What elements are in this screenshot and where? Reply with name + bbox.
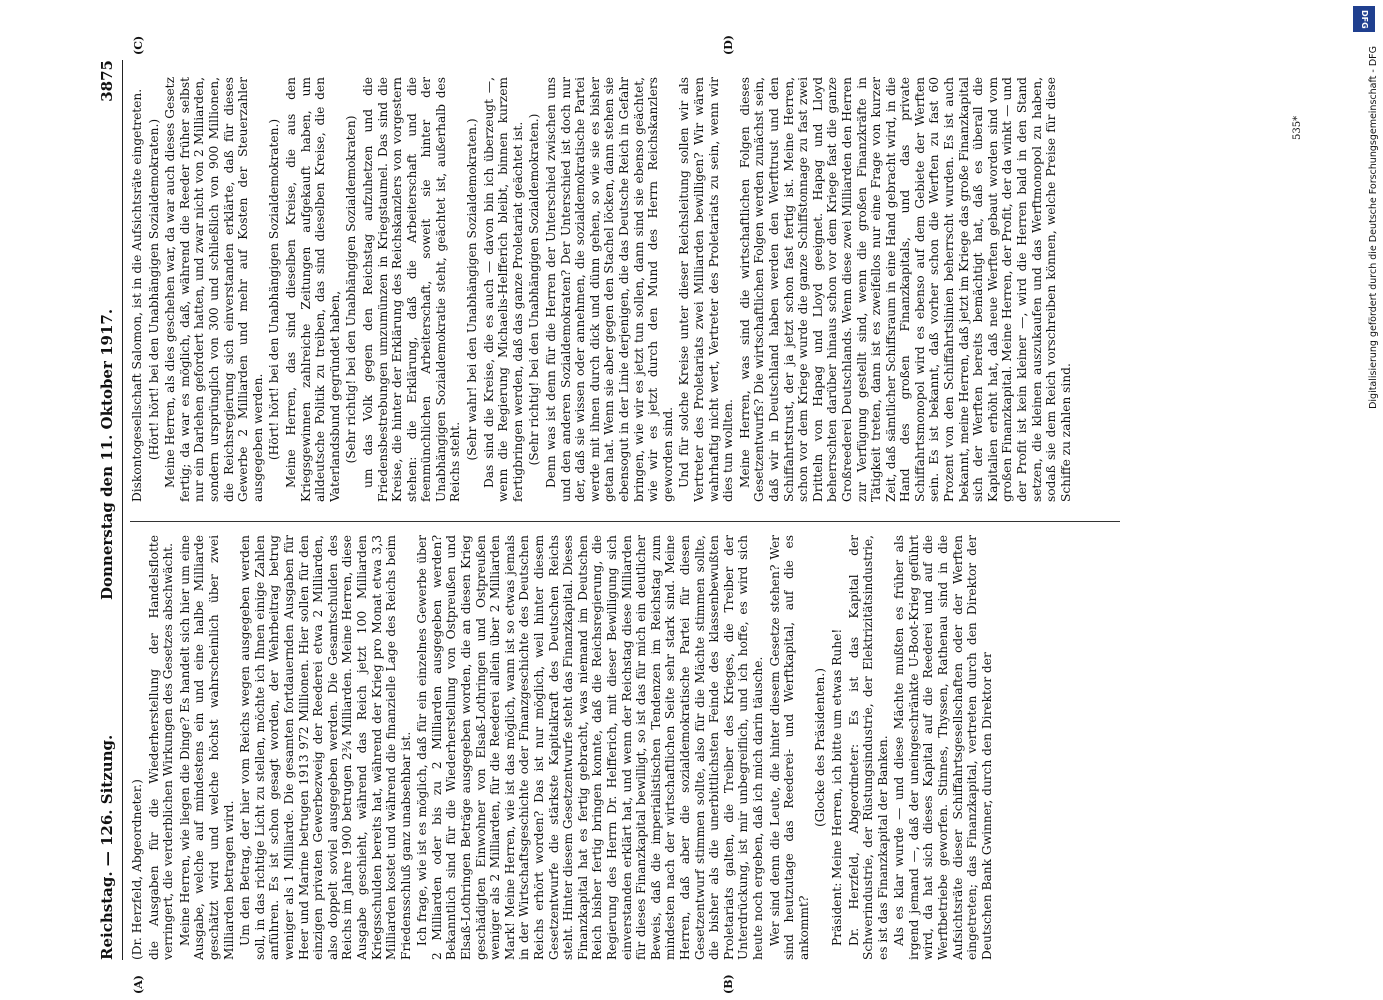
paragraph: Ich frage, wie ist es möglich, daß für ein einzelnes Gewerbe über 2 Milliarden oder bis zu 2 Milliarden ausgegeben werden? Bekanntlich sind für die Wiederherstellung von Ostpreußen und Elsaß-Lothringen Beträge ausgegeben worden, die an diesen Krieg geschädigten Einwohner von Elsaß-Lothringen und Ostpreußen weniger als 2 Milliarden, für die Reederei allein über 2 Milliarden Mark! Meine Herren, wie ist das möglich, wann ist so etwas jemals in der Wirtschaftsgeschichte oder Finanzgeschichte des Deutschen Reichs erhört worden? Das ist nur möglich, weil hinter diesem Gesetzentwurfe die stärkste Kapitalkraft des Deutschen Reichs steht. Hinter diesem Gesetzentwurfe steht das Finanzkapital. Dieses Finanzkapital hat es fertig gebracht, was niemand im Deutschen Reich bisher fertig bringen konnte, daß die Reichsregierung, die Regierung des Herrn Dr. Helfferich, mit dieser Bewilligung sich einverstanden erklärt hat, und wenn der Reichstag diese Milliarden für dieses Finanzkapital bewilligt, so ist das für mich ein deutlicher Beweis, daß die imperialistischen Tendenzen im Reichstag zum mindesten nach der wirtschaftlichen Seite sehr stark sind. Meine Herren, daß aber die sozialdemokratische Partei für diesen Gesetzentwurf stimmen sollte, also für die Mächte stimmen sollte, die bisher als die unerbittlichsten Feinde des klassenbewußten Proletariats galten, die Treiber des Krieges, die Treiber der Unterdrückung, ist mir unbegreiflich, und ich hoffe, es wird sich heute noch ergeben, daß ich mich darin täusche. [415, 535, 765, 960]
margin-mark-d: (D) [722, 35, 735, 55]
interjection: (Sehr richtig! bei den Unabhängigen Sozialdemokraten.) [527, 113, 542, 466]
left-column [130, 535, 1290, 960]
interjection: (Hört! hört! bei den Unabhängigen Sozialdemokraten.) [267, 118, 282, 461]
footer-signature: 535* [1292, 115, 1303, 140]
interjection: (Hört! hört! bei den Unabhängigen Sozialdemokraten.) [146, 118, 161, 461]
paragraph: Als es klar wurde — und diese Mächte mußten es früher als irgend jemand —, daß der uneingeschränkte U-Boot-Krieg geführt wird, da hat sich dieses Kapital auf die Reederei und auf die Werftbetriebe geworfen. Stinnes, Thyssen, Rathenau sind in die Aufsichtsräte dieser Schiffahrtsgesellschaften oder der Werften eingetreten; das Finanzkapital, vertreten durch den Direktor der Deutschen Bank Gwinner, durch den Direktor der [892, 535, 994, 960]
paragraph: um das Volk gegen den Reichstag aufzuhetzen und die Friedensbestrebungen umzumünzen in Kriegstaumel. Das sind die Kreise, die hinter der Erklärung des Reichskanzlers von vorgestern stehen: die Erklärung, daß die Arbeiterschaft und die feenmünchlichen Arbeiterschaft, soweit sie hinter der Unabhängigen Sozialdemokratie steht, geächtet ist, außerhalb des Reichs steht. [360, 77, 463, 502]
header-left: Reichstag. — 126. Sitzung. [98, 734, 116, 960]
paragraph: Wer sind denn die Leute, die hinter diesem Gesetze stehen? Wer sind heutzutage das Reederei- und Werftkapital, auf die es ankommt? [767, 535, 811, 960]
paragraph: Um den Betrag, der hier vom Reichs wegen ausgegeben werden soll, in das richtige Licht zu stellen, möchte ich Ihnen einige Zahlen anführen. Es ist schon gesagt worden, der Wehrbeitrag betrug weniger als 1 Milliarde. Die gesamten fortdauernden Ausgaben für Heer und Marine betrugen 1913 972 Millionen. Hier sollen für den einzigen privaten Gewerbezweig der Reederei etwa 2 Milliarden, also doppelt soviel ausgegeben werden. Die Gesamtschulden des Reichs im Jahre 1900 betrugen 2¾ Milliarden. Meine Herren, diese Ausgabe geschieht, während das Reich jetzt 100 Milliarden Kriegsschulden bereits hat, während der Krieg pro Monat etwa 3,3 Milliarden kostet und während die finanzielle Lage des Reichs beim Friedensschluß ganz unabsehbar ist. [238, 535, 413, 960]
president-remark: Präsident: Meine Herren, ich bitte um etwas Ruhe! [829, 628, 844, 946]
paragraph: Denn was ist denn für die Herren der Unterschied zwischen uns und den anderen Sozialdemokraten? Der Unterschied ist doch nur der, daß sie wissen oder annehmen, die sozialdemokratische Partei werde mit ihnen durch dick und dünn gehen, so wie sie es bisher getan hat. Wenn sie aber gegen den Stachel löcken, dann stehen sie ebensogut in der Linie derjenigen, die das Deutsche Reich in Gefahr bringen, wie wir es jetzt tun sollen, dann sind sie ebenso geächtet, wie wir es jetzt durch den Mund des Herrn Reichskanzlers geworden sind. [544, 77, 675, 502]
speaker-note: (Dr. Herzfeld, Abgeordneter.) [130, 779, 144, 960]
bell-note: (Glocke des Präsidenten.) [813, 667, 828, 828]
paragraph: Meine Herren, das sind dieselben Kreise, die aus den Kriegsgewinnen zahlreiche Zeitungen aufgekauft haben, um alldeutsche Politik zu treiben, das sind dieselben Kreise, die den Vaterlandsbund gegründet haben, [283, 77, 342, 502]
page-number: 3875 [98, 60, 116, 102]
margin-mark-c: (C) [132, 35, 145, 55]
paragraph: Diskontogesellschaft Salomon, ist in die Aufsichtsräte eingetreten. [130, 88, 144, 502]
column-divider [130, 521, 1120, 522]
paragraph: Meine Herren, was sind die wirtschaftlichen Folgen dieses Gesetzentwurfs? Die wirtschaftlichen Folgen werden zunächst sein, daß wir in Deutschland haben werden den Werfttrust und den Schiffahrtstrust, der ja jetzt schon fast fertig ist. Meine Herren, schon vor dem Kriege wurde die ganze Schiffstonnage zu fast zwei Dritteln von Hapag und Lloyd geeignet. Hapag und Lloyd beherrschten darüber hinaus schon vor dem Kriege fast die ganze Großreederei Deutschlands. Wenn diese zwei Milliarden den Herren zur Verfügung gestellt sind, wenn die großen Finanzkräfte in Tätigkeit treten, dann ist es zweifellos nur eine Frage von kurzer Zeit, daß sämtlicher Schiffsraum in eine Hand gebracht wird, in die Hand des großen Finanzkapitals, und das private Schiffahrtsmonopol wird es ebenso auf dem Gebiete der Werften sein. Es ist bekannt, daß vorher schon die Werften zu fast 60 Prozent von den Schiffahrtslinien beherrscht wurden. Es ist auch bekannt, meine Herren, daß jetzt im Kriege das große Finanzkapital sich der Werften bereits bemächtigt hat, daß es überall die Kapitalien erhöht hat, daß neue Werften gebaut worden sind vom großen Finanzkapital. Meine Herren, der Profit, der da winkt — und der Profit ist kein kleiner —, wird die Herren bald in den Stand setzen, die kleinen auszukaufen und das Werftmonopol zu haben, sodaß sie dem Reich vorschreiben können, welche Preise für diese Schiffe zu zahlen sind. [737, 77, 1073, 502]
paragraph: die Ausgaben für die Wiederherstellung der Handelsflotte verringert, die verderblichen Wirkungen des Gesetzes abschwächt. [146, 535, 176, 960]
interjection: (Sehr wahr! bei den Unabhängigen Sozialdemokraten.) [465, 118, 480, 461]
paragraph: Das sind die Kreise, die es auch — davon bin ich überzeugt —, wenn die Regierung Michaelis-Helfferich bleibt, binnen kurzem fertigbringen werden, daß das ganze Proletariat geächtet ist. [481, 77, 525, 502]
page-header [92, 60, 123, 960]
right-column [130, 77, 1290, 502]
paragraph: Meine Herren, wie liegen die Dinge? Es handelt sich hier um eine Ausgabe, welche auf mindestens ein und eine halbe Milliarde geschätzt wird und welche höchst wahrscheinlich über zwei Milliarden betragen wird. [177, 535, 236, 960]
paragraph: Dr. Herzfeld, Abgeordneter: Es ist das Kapital der Schwerindustrie, der Rüstungsindustrie, der Elektrizitätsindustrie, es ist das Finanzkapital der Banken. [846, 535, 890, 960]
interjection: (Sehr richtig! bei den Unabhängigen Sozialdemokraten) [344, 115, 359, 464]
dfg-logo: DFG [1353, 6, 1375, 32]
paragraph: Meine Herren, als dies geschehen war, da war auch dieses Gesetz fertig; da war es möglich, daß, während die Reeder früher selbst nur ein Darlehen gefordert hatten, und zwar nicht von 2 Milliarden, sondern ursprünglich von 300 und schließlich von 900 Millionen, die Reichsregierung sich einverstanden erklärte, daß für dieses Gewerbe 2 Milliarden und mehr auf Kosten der Steuerzahler ausgegeben werden. [163, 77, 265, 502]
paragraph: Und für solche Kreise unter dieser Reichsleitung sollen wir als Vertreter des Proletariats zwei Milliarden bewilligen? Wir wären wahrhaftig nicht wert, Vertreter des Proletariats zu sein, wenn wir dies tun wollten. [677, 77, 736, 502]
margin-mark-a: (A) [132, 975, 145, 994]
margin-mark-b: (B) [722, 974, 735, 994]
digitization-note: Digitalisierung gefördert durch die Deutsche Forschungsgemeinschaft - DFG [1368, 46, 1379, 409]
header-center: Donnerstag den 11. Oktober 1917. [98, 308, 116, 600]
newspaper-sheet [92, 35, 1303, 994]
